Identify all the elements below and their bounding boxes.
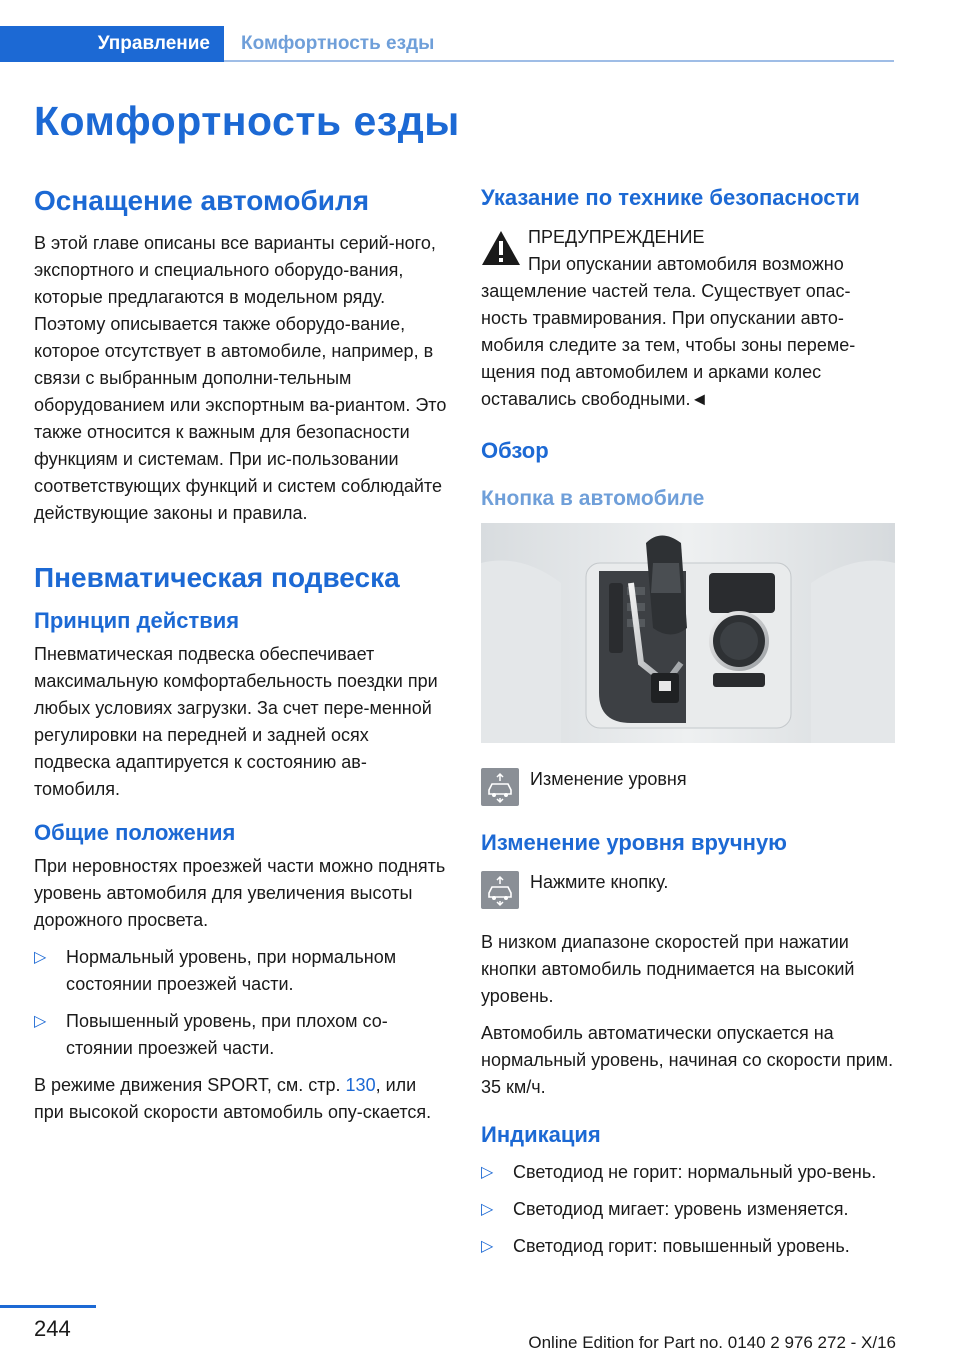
car-level-icon bbox=[481, 871, 519, 909]
level-list bbox=[34, 944, 450, 1062]
press-button-row bbox=[481, 869, 897, 911]
principle-heading: Принцип действия bbox=[34, 608, 240, 633]
edition-text: Online Edition for Part no. 0140 2 976 272 - X/16 bbox=[528, 1333, 896, 1352]
triangle-right-icon: ▷ bbox=[34, 949, 47, 966]
console-photo bbox=[481, 523, 895, 743]
warning-label: ПРЕДУПРЕЖДЕНИЕ bbox=[528, 227, 705, 247]
list-item: ▷ Повышенный уровень, при плохом со-стоянии проезжей части. bbox=[34, 1008, 450, 1062]
sport-text: В режиме движения SPORT, см. стр. 130, или при высокой скорости автомобиль опу-скается. bbox=[34, 1075, 432, 1122]
indication-list bbox=[481, 1159, 897, 1260]
right-column bbox=[481, 184, 897, 1270]
page-header bbox=[0, 26, 894, 62]
header-divider bbox=[224, 60, 894, 62]
header-section-tab[interactable]: Управление bbox=[0, 26, 224, 62]
auto-lower-text: Автомобиль автоматически опускается на нормальный уровень, начиная со скорости прим. 35 км/ч. bbox=[481, 1023, 894, 1097]
triangle-right-icon: ▷ bbox=[481, 1201, 494, 1218]
equipment-text: В этой главе описаны все варианты серий-ного, экспортного и специального оборудо-вания, которые предлагаются в модельном ряду. Поэтому описывается также оборудо-вание, которое отсутствует в автомобиле, например, в связи с выбранным дополни-тельным оборудованием или экспортным ва-риантом. Это также относится к важным для безопасности функциям и системам. При ис-пользовании соответствующих функций и систем соблюдайте действующие законы и правила. bbox=[34, 233, 447, 523]
header-subsection-tab[interactable]: Комфортность езды bbox=[241, 33, 435, 54]
button-heading: Кнопка в автомобиле bbox=[481, 487, 705, 510]
air-suspension-heading: Пневматическая подвеска bbox=[34, 562, 400, 593]
list-item: ▷ Нормальный уровень, при нормальном состоянии проезжей части. bbox=[34, 944, 450, 998]
page-number: 244 bbox=[34, 1316, 71, 1341]
overview-heading: Обзор bbox=[481, 438, 549, 463]
car-level-icon bbox=[481, 768, 519, 806]
general-text: При неровностях проезжей части можно поднять уровень автомобиля для увеличения высоты дорожного просвета. bbox=[34, 856, 446, 930]
triangle-right-icon: ▷ bbox=[34, 1013, 47, 1030]
page-link[interactable]: 130 bbox=[345, 1075, 376, 1095]
manual-heading: Изменение уровня вручную bbox=[481, 830, 787, 855]
indication-heading: Индикация bbox=[481, 1122, 601, 1147]
safety-heading: Указание по технике безопасности bbox=[481, 185, 860, 210]
low-speed-text: В низком диапазоне скоростей при нажатии кнопки автомобиль поднимается на высокий уровень. bbox=[481, 932, 855, 1006]
footer-divider bbox=[0, 1305, 96, 1308]
list-item: ▷ Светодиод горит: повышенный уровень. bbox=[481, 1233, 897, 1260]
page-title: Комфортность езды bbox=[34, 98, 460, 144]
level-change-label: Изменение уровня bbox=[530, 769, 687, 789]
warning-text: При опускании автомобиля возможно защемление частей тела. Существует опас-ность травмирования. При опускании авто-мобиля следите за тем, чтобы зоны переме-щения под автомобилем и арками колес оставались свободными.◄ bbox=[481, 254, 856, 409]
list-item: ▷ Светодиод не горит: нормальный уро-вень. bbox=[481, 1159, 897, 1186]
general-heading: Общие положения bbox=[34, 820, 236, 845]
level-change-row bbox=[481, 766, 897, 793]
warning-block bbox=[481, 224, 897, 413]
triangle-right-icon: ▷ bbox=[481, 1164, 494, 1181]
equipment-heading: Оснащение автомобиля bbox=[34, 185, 370, 216]
list-item: ▷ Светодиод мигает: уровень изменяется. bbox=[481, 1196, 897, 1223]
warning-triangle-icon bbox=[481, 230, 521, 266]
press-button-text: Нажмите кнопку. bbox=[530, 872, 669, 892]
principle-text: Пневматическая подвеска обеспечивает максимальную комфортабельность поездки при любых условиях загрузки. За счет пере-менной регулировки на передней и задней осях подвеска адаптируется к состоянию ав-томобиля. bbox=[34, 644, 438, 799]
left-column bbox=[34, 184, 450, 1136]
triangle-right-icon: ▷ bbox=[481, 1238, 494, 1255]
